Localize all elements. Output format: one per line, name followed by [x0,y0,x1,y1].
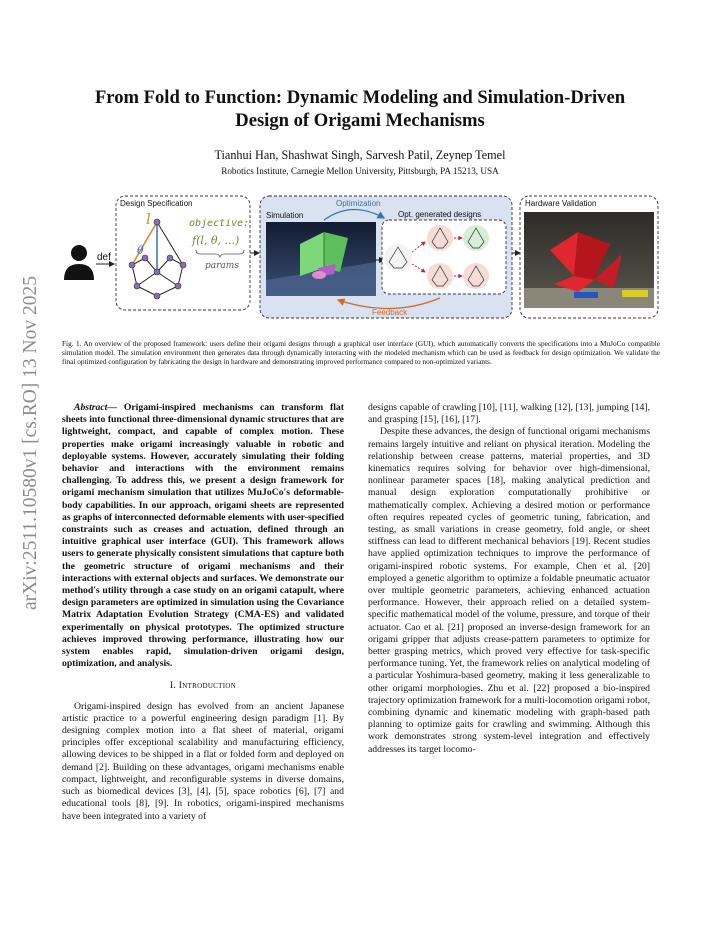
params-label: params [205,261,239,271]
def-label: def [97,252,111,263]
abstract-lead: Abstract [74,402,108,413]
user-icon [64,245,94,280]
arxiv-stamp [14,262,44,612]
abstract-text: — Origami-inspired mechanisms can transform flat sheets into functional three-dimensional dynamic structures that are lightweight, compact, and capable of complex motion. These properties make origami increasingly valuable in robotic and deployable systems. However, accurately simulating their folding behavior and interactions with the environment remains challenging. To address this, we present a design framework for origami mechanism simulation that utilizes MuJoCo's deformable-body capabilities. In our approach, origami sheets are represented as graphs of interconnected deformable elements with user-specified constraints such as creases and actuation, defined through an intuitive graphical user interface (GUI). This framework allows users to generate physically consistent simulations that capture both the geometric structure of origami mechanisms and their interactions with external objects and surfaces. We demonstrate our method's utility through a case study on an origami catapult, where design parameters are optimized in simulation using the Covariance Matrix Adaptation Evolution Strategy (CMA-ES) and validated experimentally on physical prototypes. The optimized structure achieves improved throwing performance, illustrating how our system enables rapid, simulation-driven origami design, optimization, and analysis. [62,402,344,670]
simulation-label: Simulation [266,211,304,220]
feedback-label: Feedback [372,308,408,317]
section-title: Introduction [178,681,237,692]
section-number: I. [169,681,177,692]
right-column [368,402,650,756]
affiliation: Robotics Institute, Carnegie Mellon University, Pittsburgh, PA 15213, USA [221,166,499,176]
optimization-label: Optimization [336,199,381,208]
hardware-label: Hardware Validation [525,199,597,208]
right-paragraph-1: designs capable of crawling [10], [11], walking [12], [13], jumping [14], and grasping [15], [16], [17]. [368,402,650,426]
length-symbol: l [146,210,151,228]
paper-title: From Fold to Function: Dynamic Modeling and Simulation-Driven Design of Origami Mechanisms [94,87,626,131]
arxiv-stamp-text: arXiv:2511.10580v1 [cs.RO] 13 Nov 2025 [20,276,41,610]
section-heading [62,680,344,692]
left-column [62,402,344,823]
right-paragraph-2: Despite these advances, the design of functional origami mechanisms remains largely intuitive and reliant on physical iteration. Modeling the relationship between crease patterns, material properties, and 3D kinematics requires solving for behavior over high-dimensional, nonlinear parameter spaces [18], making analytical prediction and manual design exploration computationally prohibitive or mathematically complex. Achieving a desired motion or performance often requires repeated cycles of geometric tuning, fabrication, and testing, as small variations in crease geometry, fold angle, or sheet stiffness can lead to different mechanical behaviors [19]. Recent studies have applied optimization techniques to improve the performance of origami-inspired robotic systems. For example, Chen et al. [20] employed a genetic algorithm to optimize a foldable pneumatic actuator over multiple geometric parameters, achieving enhanced actuation performance. However, their approach relied on a detailed system-specific mathematical model of the volume, pressure, and torque of their actuator. Cao et al. [21] proposed an inverse-design framework for an origami gripper that adjusts crease-pattern parameters to optimize for better grasping metrics, which proved very effective for task-specific performance tuning. Yet, the framework relies on analytical modeling of a particular Yoshimura-based geometry, making it less generalizable to other origami morphologies. Zhu et al. [22] proposed a bio-inspired trajectory optimization framework for a multi-locomotion origami robot, combining dynamic and kinematic modeling with graph-based path planning to optimize gaits for crawling and swimming. Although this work demonstrates strong system-level integration and effectively addresses its target locomo- [368,426,650,755]
objective-formula: f(l, θ, ...) [192,234,240,247]
author-list: Tianhui Han, Shashwat Singh, Sarvesh Patil, Zeynep Temel [214,148,506,162]
figure-caption: Fig. 1. An overview of the proposed framework: users define their origami designs through a graphical user interface (GUI), which automatically converts the specifications into a MuJoCo compatible simulation model. The simulation environment then generates data through dynamically interacting with the modeled mechanism which can be used as feedback for design optimization. We validate the final optimized configuration by fabricating the design in hardware and demonstrating improved performance compared to non-optimized variants. [62,339,660,367]
intro-paragraph-1: Origami-inspired design has evolved from an ancient Japanese artistic practice to a powerful engineering design paradigm [1]. By designing complex motion into a flat sheet of material, origami principles offer exceptional scalability and manufacturing efficiency, allowing devices to be shipped in a flat or folded form and deployed on demand [2]. Building on these advantages, origami mechanisms enable compact, lightweight, and reconfigurable systems in diverse domains, such as biomedical devices [3], [4], [5], space robotics [6], [7] and educational tools [8], [9]. In robotics, origami-inspired mechanisms have been integrated into a variety of [62,700,344,822]
abstract [62,402,344,670]
design-spec-label: Design Specification [120,199,193,208]
objective-label: objective: [189,218,250,229]
figure-1 [62,192,662,330]
theta-symbol: θ [137,244,144,257]
opt-designs-label: Opt. generated designs [398,210,482,219]
